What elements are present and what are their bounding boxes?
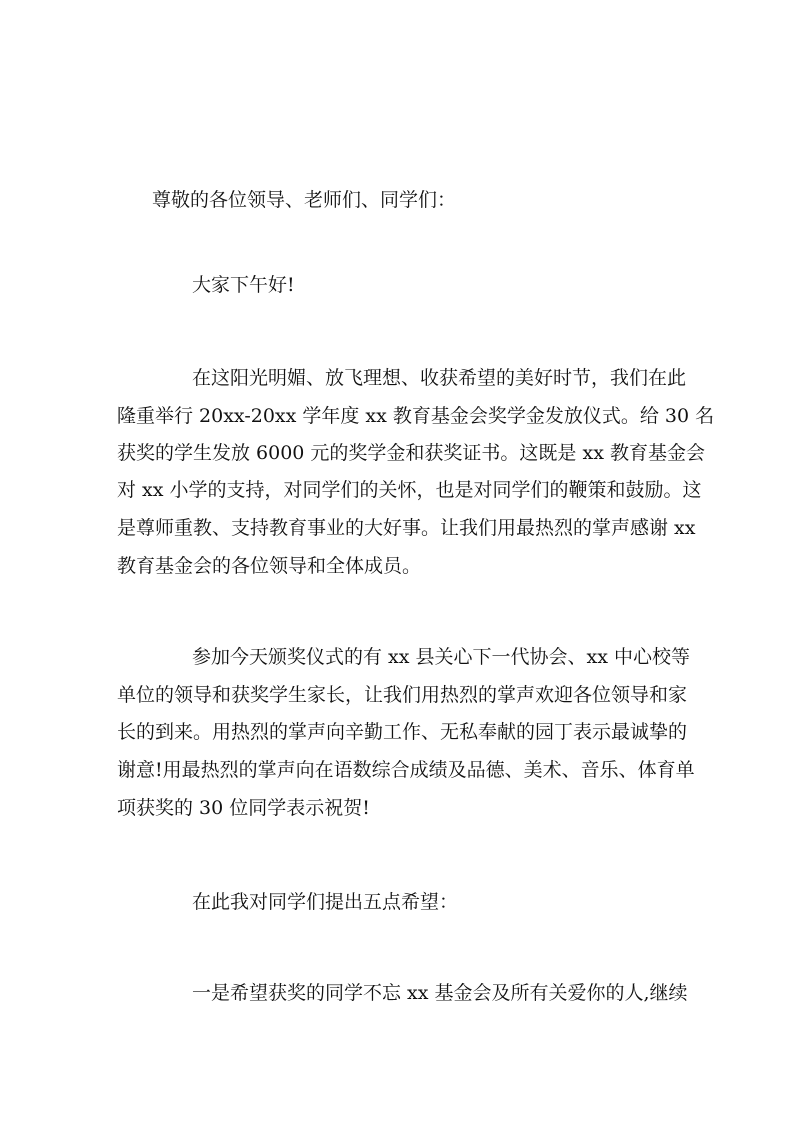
paragraph-line: 谢意!用最热烈的掌声向在语数综合成绩及品德、美术、音乐、体育单: [117, 759, 695, 781]
paragraph-line: 教育基金会的各位领导和全体成员。: [117, 555, 422, 577]
paragraph-line: 隆重举行 20xx-20xx 学年度 xx 教育基金会奖学金发放仪式。给 30 名: [117, 405, 715, 427]
paragraph-3: 在此我对同学们提出五点希望：: [192, 891, 459, 913]
paragraph-line: 单位的领导和获奖学生家长，让我们用热烈的掌声欢迎各位领导和家: [117, 684, 688, 706]
paragraph-line: 是尊师重教、支持教育事业的大好事。让我们用最热烈的掌声感谢 xx: [117, 517, 696, 539]
greeting: 尊敬的各位领导、老师们、同学们：: [152, 189, 457, 211]
hello: 大家下午好!: [192, 274, 295, 296]
paragraph-line: 参加今天颁奖仪式的有 xx 县关心下一代协会、xx 中心校等: [192, 646, 690, 668]
paragraph-4: 一是希望获奖的同学不忘 xx 基金会及所有关爱你的人,继续: [192, 982, 688, 1004]
paragraph-line: 长的到来。用热烈的掌声向辛勤工作、无私奉献的园丁表示最诚挚的: [117, 721, 688, 743]
paragraph-line: 获奖的学生发放 6000 元的奖学金和获奖证书。这既是 xx 教育基金会: [117, 442, 705, 464]
paragraph-line: 对 xx 小学的支持，对同学们的关怀，也是对同学们的鞭策和鼓励。这: [117, 479, 702, 501]
paragraph-line: 在这阳光明媚、放飞理想、收获希望的美好时节，我们在此: [192, 367, 687, 389]
paragraph-line: 项获奖的 30 位同学表示祝贺!: [117, 797, 370, 819]
